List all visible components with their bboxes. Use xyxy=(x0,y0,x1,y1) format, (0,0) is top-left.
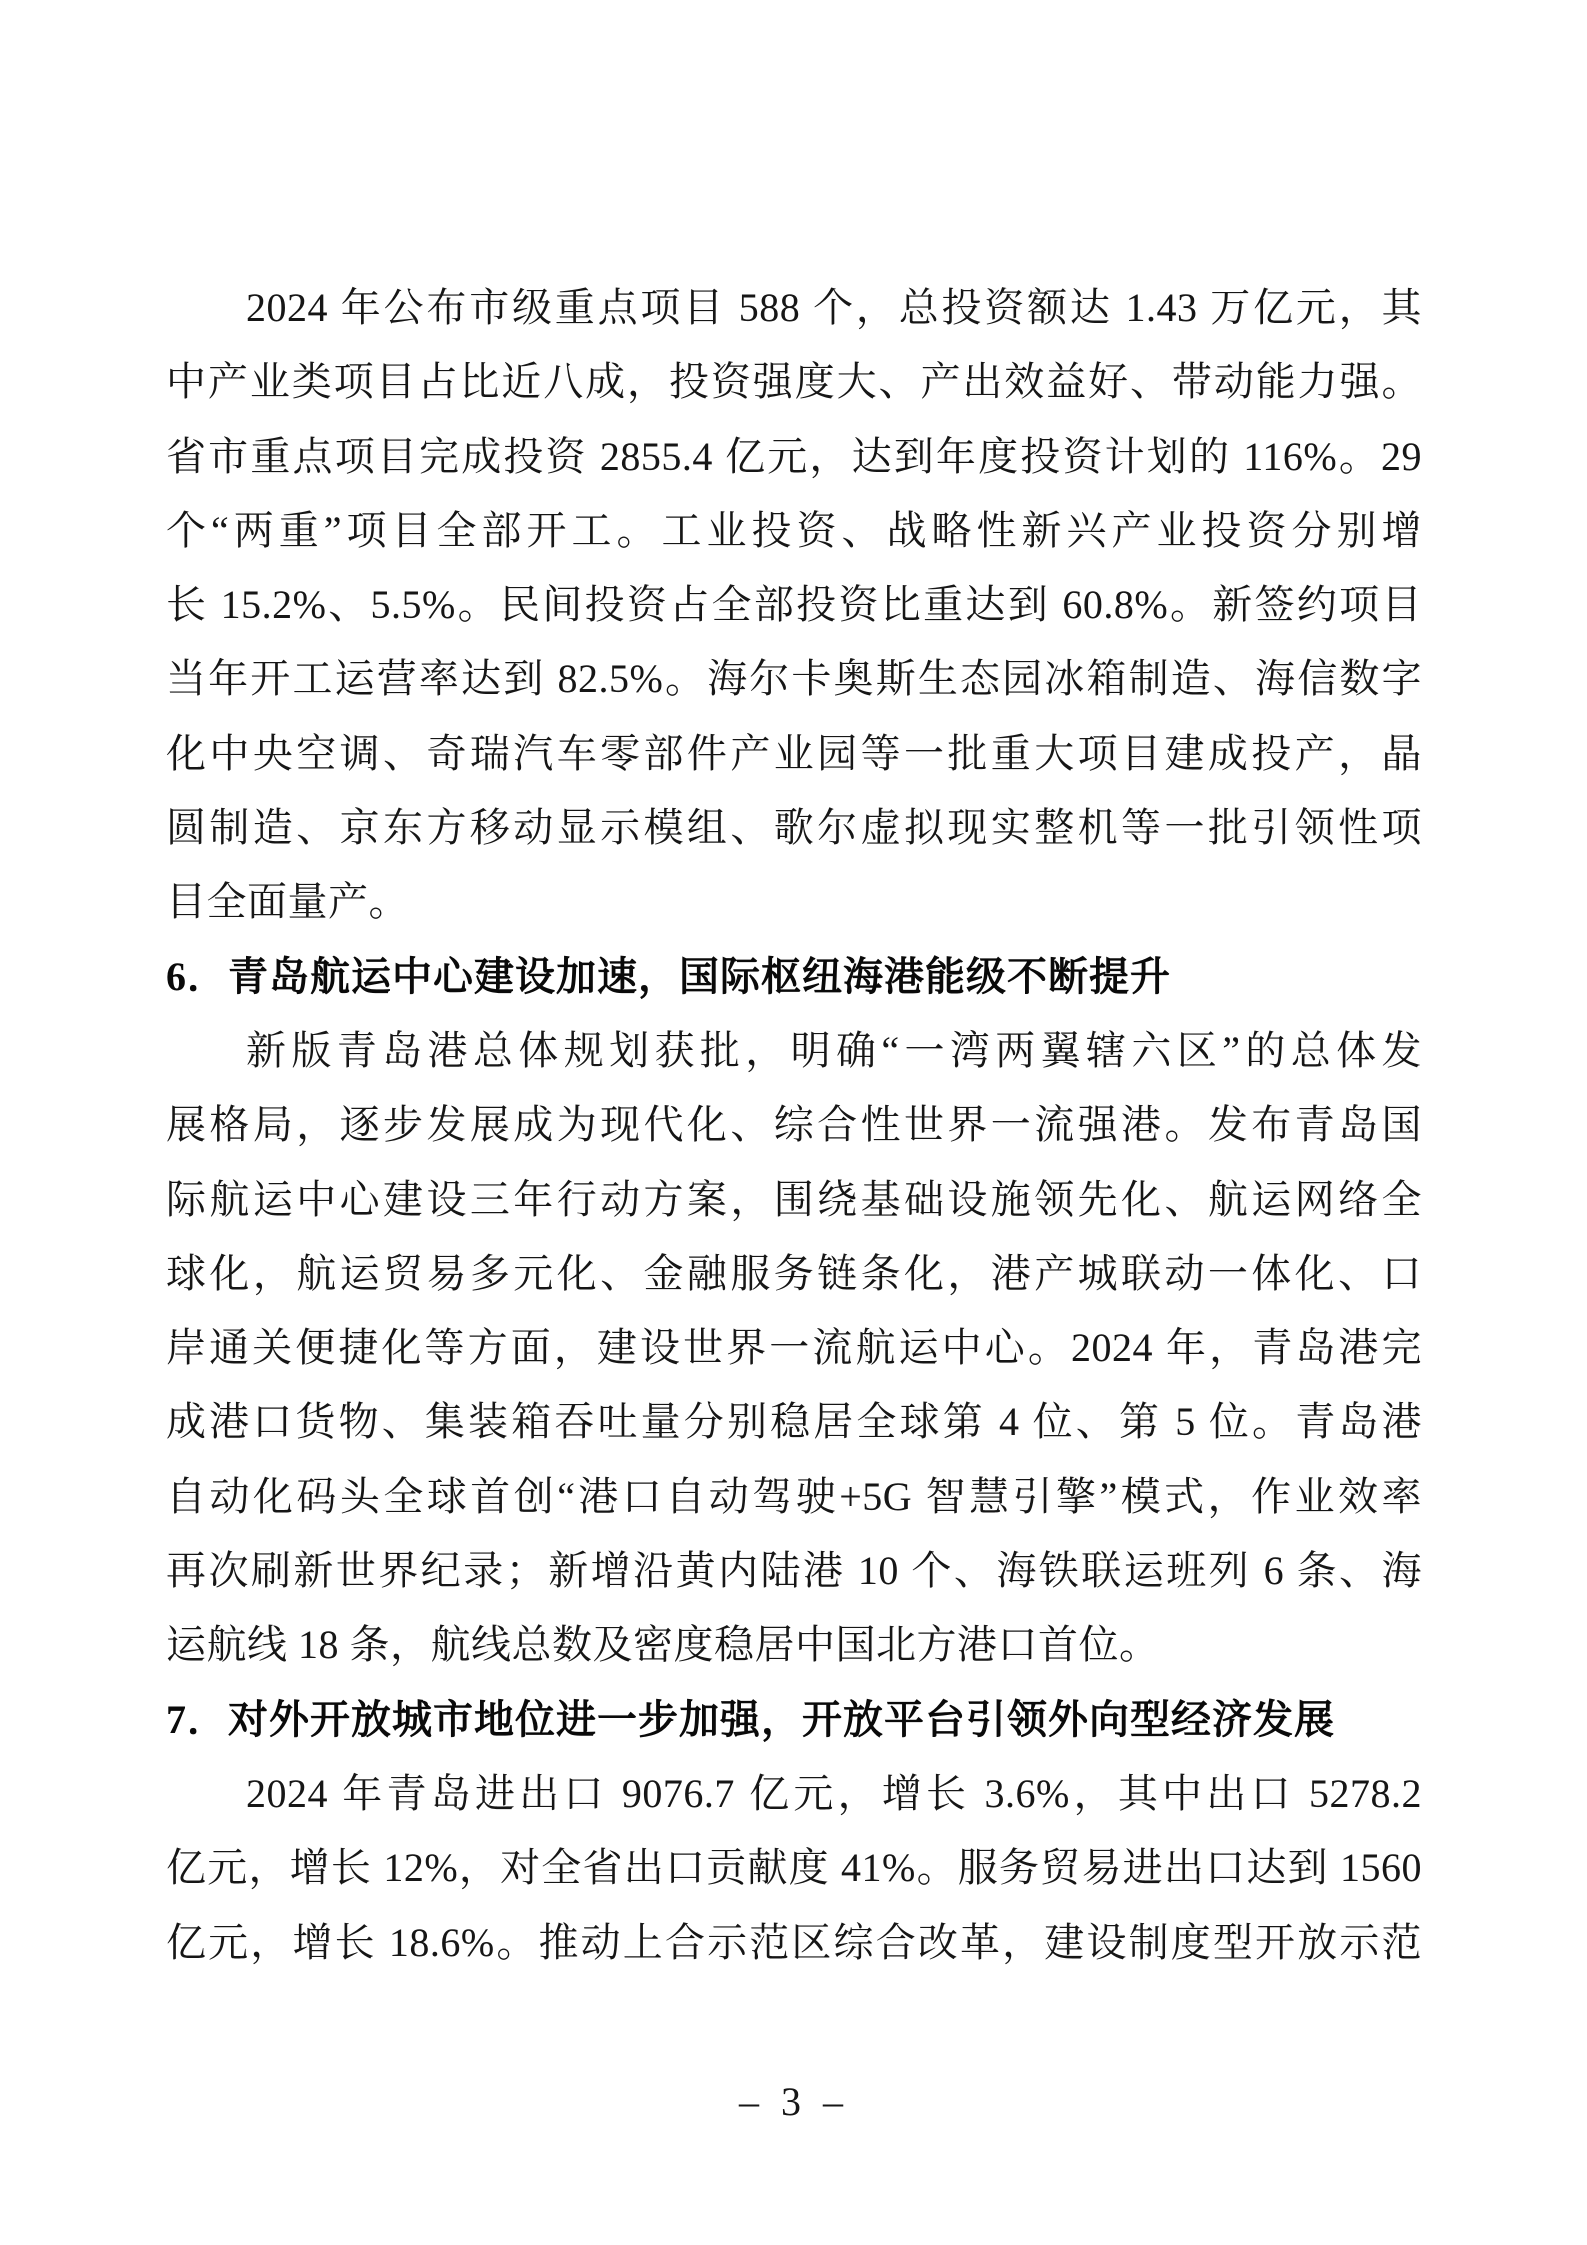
body-line: 运航线 18 条，航线总数及密度稳居中国北方港口首位。 xyxy=(166,1622,1160,1668)
body-line: 中产业类项目占比近八成，投资强度大、产出效益好、带动能力强。 xyxy=(166,359,1422,405)
body-line: 化中央空调、奇瑞汽车零部件产业园等一批重大项目建成投产，晶 xyxy=(166,730,1422,776)
section-heading: 6．青岛航运中心建设加速，国际枢纽海港能级不断提升 xyxy=(166,953,1171,999)
body-line: 际航运中心建设三年行动方案，围绕基础设施领先化、航运网络全 xyxy=(166,1176,1422,1222)
body-line: 目全面量产。 xyxy=(166,879,409,925)
body-line: 个“两重”项目全部开工。工业投资、战略性新兴产业投资分别增 xyxy=(166,507,1422,553)
body-line: 2024 年公布市级重点项目 588 个，总投资额达 1.43 万亿元，其 xyxy=(246,285,1422,330)
text-block xyxy=(166,271,1422,1980)
page-number: – 3 – xyxy=(739,2079,849,2124)
body-line: 长 15.2%、5.5%。民间投资占全部投资比重达到 60.8%。新签约项目 xyxy=(166,582,1422,628)
body-line: 再次刷新世界纪录；新增沿黄内陆港 10 个、海铁联运班列 6 条、海 xyxy=(166,1548,1422,1594)
body-line: 成港口货物、集装箱吞吐量分别稳居全球第 4 位、第 5 位。青岛港 xyxy=(166,1399,1422,1445)
body-line: 2024 年青岛进出口 9076.7 亿元，增长 3.6%，其中出口 5278.2 xyxy=(246,1770,1422,1816)
body-line: 圆制造、京东方移动显示模组、歌尔虚拟现实整机等一批引领性项 xyxy=(166,805,1422,851)
body-line: 岸通关便捷化等方面，建设世界一流航运中心。2024 年，青岛港完 xyxy=(166,1325,1422,1371)
body-line: 亿元，增长 18.6%。推动上合示范区综合改革，建设制度型开放示范 xyxy=(166,1919,1422,1965)
body-line: 新版青岛港总体规划获批，明确“一湾两翼辖六区”的总体发 xyxy=(246,1027,1422,1073)
body-line: 当年开工运营率达到 82.5%。海尔卡奥斯生态园冰箱制造、海信数字 xyxy=(166,656,1422,702)
body-line: 球化，航运贸易多元化、金融服务链条化，港产城联动一体化、口 xyxy=(166,1250,1422,1296)
section-heading: 7．对外开放城市地位进一步加强，开放平台引领外向型经济发展 xyxy=(166,1696,1335,1742)
body-line: 自动化码头全球首创“港口自动驾驶+5G 智慧引擎”模式，作业效率 xyxy=(166,1473,1422,1519)
body-line: 展格局，逐步发展成为现代化、综合性世界一流强港。发布青岛国 xyxy=(166,1102,1422,1148)
body-line: 亿元，增长 12%，对全省出口贡献度 41%。服务贸易进出口达到 1560 xyxy=(166,1845,1422,1891)
body-line: 省市重点项目完成投资 2855.4 亿元，达到年度投资计划的 116%。29 xyxy=(166,433,1422,479)
